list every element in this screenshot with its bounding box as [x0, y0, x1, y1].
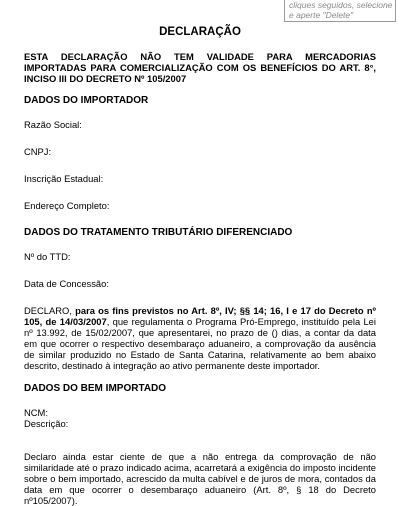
declaration-rest: , que regulamenta o Programa Pró-Emprego, instituído pela Lei nº 13.992, de 15/02/2007, que apresentarei, no prazo de () dias, a contar da data em que ocorrer o respectivo desembaraço aduaneiro, a comprovação da ausência de similar produzido no Estado de Santa Catarina, relativamente ao bem abaixo descrito, destinado à integração ao ativo permanente deste importador.	[24, 316, 376, 371]
treatment-heading: DADOS DO TRATAMENTO TRIBUTÁRIO DIFERENCIADO	[24, 227, 293, 238]
document-title: DECLARAÇÃO	[159, 26, 241, 38]
declaration-paragraph	[24, 305, 376, 371]
closing-paragraph: Declaro ainda estar ciente de que a não entrega da comprovação de não similaridade até o prazo indicado acima, acarretará a exigência do imposto incidente sobre o bem importado, acrescido da multa cabível e de juros de mora, contados da data em que ocorrer o desembaraço aduaneiro (Art. 8º, § 18 do Decreto nº105/2007).	[24, 451, 376, 506]
inscricao-estadual-label: Inscrição Estadual:	[24, 173, 104, 184]
ncm-label: NCM:	[24, 407, 48, 418]
asset-heading: DADOS DO BEM IMPORTADO	[24, 383, 167, 394]
cnpj-label: CNPJ:	[24, 146, 52, 157]
document-page	[24, 26, 376, 506]
spacer	[24, 429, 376, 451]
importer-heading: DADOS DO IMPORTADOR	[24, 95, 149, 106]
declaration-start: DECLARO,	[24, 305, 76, 316]
declaration-bold: para os fins previstos no Art. 8º, IV; §§ 14; 16, I e 17 do Decreto nº 105, de 14/03/2007	[24, 305, 376, 327]
hint-text: cliques seguidos, selecione e aperte "Delete"	[289, 0, 393, 20]
endereco-label: Endereço Completo:	[24, 200, 110, 211]
concessao-label: Data de Concessão:	[24, 278, 109, 289]
descricao-label: Descrição:	[24, 418, 69, 429]
razao-social-label: Razão Social:	[24, 119, 82, 130]
intro-notice: ESTA DECLARAÇÃO NÃO TEM VALIDADE PARA MERCADORIAS IMPORTADAS PARA COMERCIALIZAÇÃO COM OS BENEFÍCIOS DO ART. 8°, INCISO III DO DECRETO Nº 105/2007	[24, 51, 376, 84]
hint-box	[284, 0, 396, 22]
ttd-label: Nº do TTD:	[24, 251, 71, 262]
